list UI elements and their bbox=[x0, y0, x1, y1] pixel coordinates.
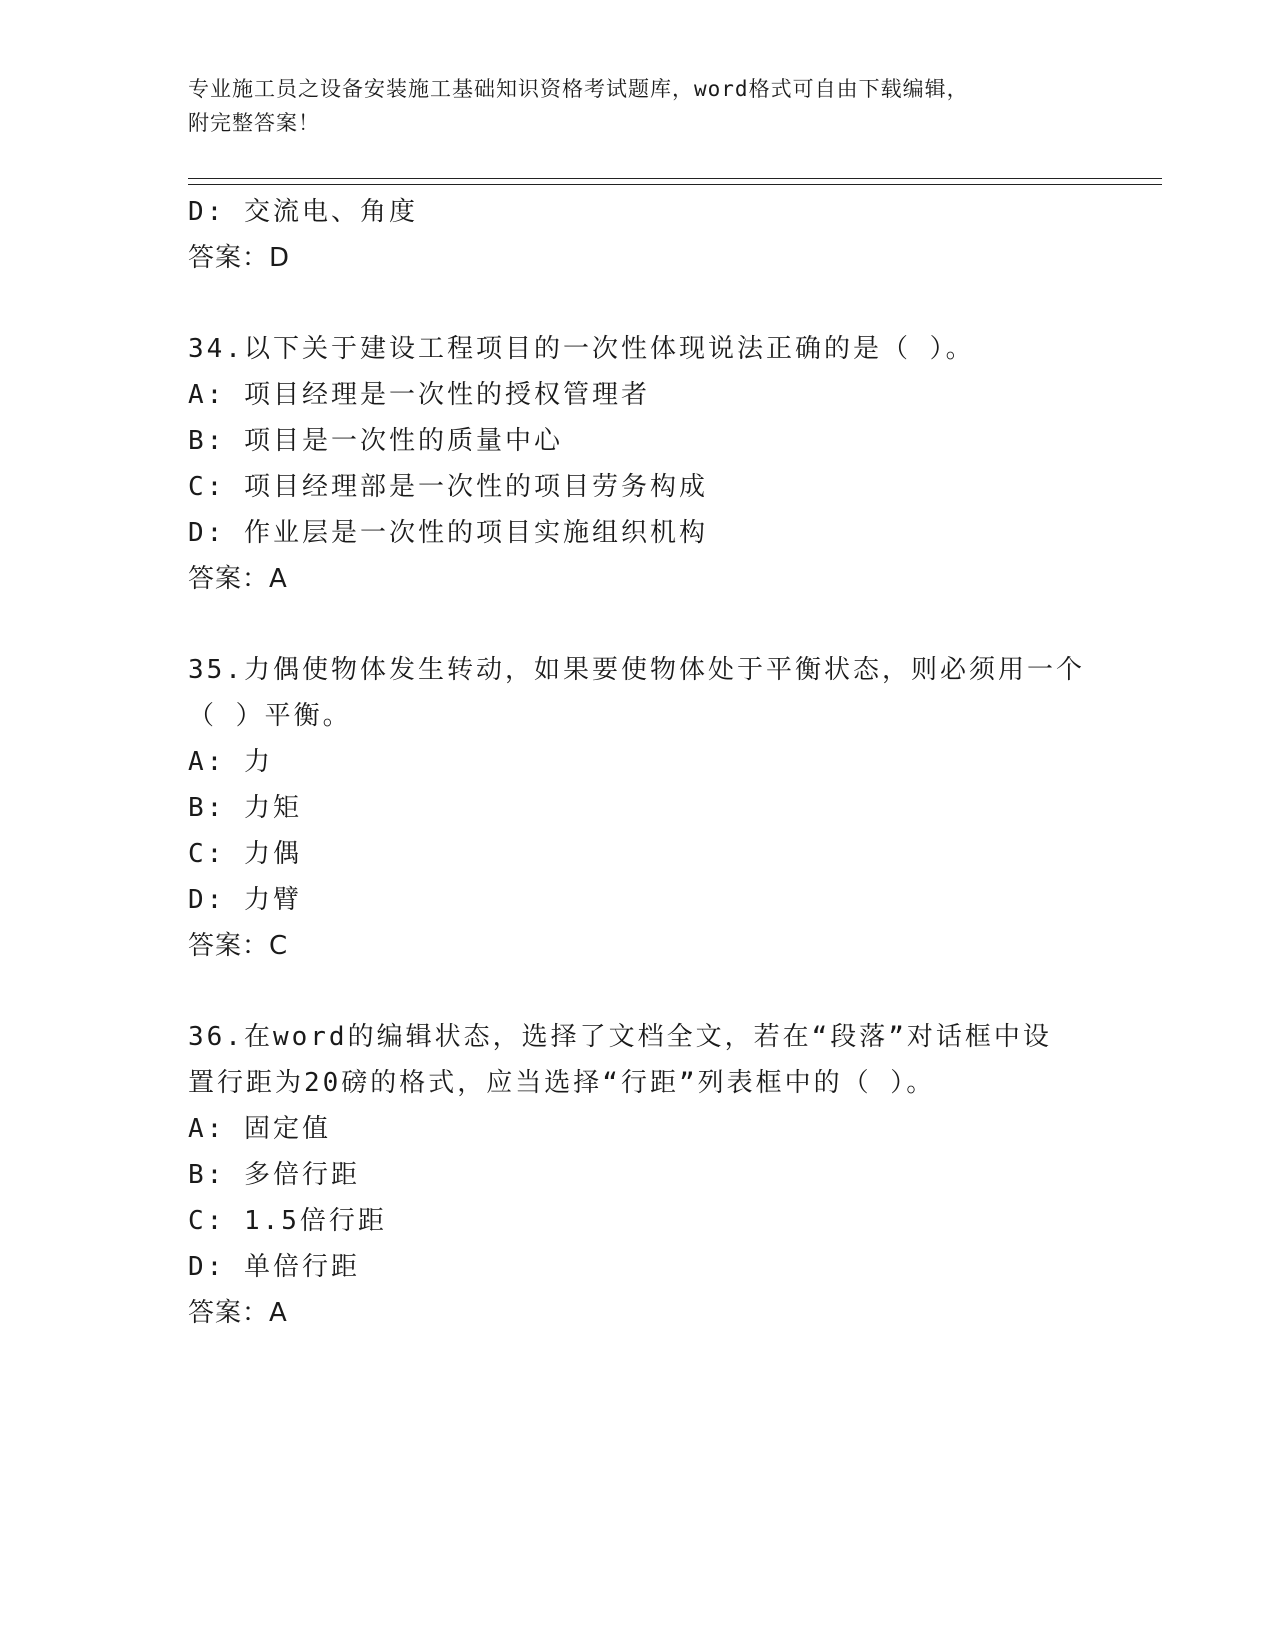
spacer bbox=[188, 969, 1088, 1014]
spacer bbox=[188, 602, 1088, 647]
answer-line: 答案：A bbox=[188, 564, 288, 594]
header-line-1: 专业施工员之设备安装施工基础知识资格考试题库，word格式可自由下载编辑， bbox=[188, 77, 969, 101]
question-stem: 35.力偶使物体发生转动，如果要使物体处于平衡状态，则必须用一个 bbox=[188, 655, 1085, 685]
option-d: D: 交流电、角度 bbox=[188, 197, 418, 227]
option-a: A: 固定值 bbox=[188, 1114, 331, 1144]
document-body bbox=[188, 189, 1088, 1336]
document-header bbox=[188, 72, 1088, 140]
answer-line: 答案：D bbox=[188, 243, 291, 273]
header-divider-bottom bbox=[188, 184, 1162, 185]
header-divider-top bbox=[188, 178, 1162, 179]
question-stem-continued: 置行距为20磅的格式，应当选择“行距”列表框中的（ ）。 bbox=[188, 1068, 936, 1098]
option-c: C: 1.5倍行距 bbox=[188, 1206, 387, 1236]
option-d: D: 单倍行距 bbox=[188, 1252, 360, 1282]
option-d: D: 作业层是一次性的项目实施组织机构 bbox=[188, 518, 708, 548]
question-stem-continued: （ ）平衡。 bbox=[188, 701, 352, 731]
question-stem: 34.以下关于建设工程项目的一次性体现说法正确的是（ ）。 bbox=[188, 334, 975, 364]
option-d: D: 力臂 bbox=[188, 885, 302, 915]
question-36 bbox=[188, 1014, 1088, 1336]
option-c: C: 项目经理部是一次性的项目劳务构成 bbox=[188, 472, 708, 502]
header-line-2: 附完整答案！ bbox=[188, 111, 320, 135]
question-35 bbox=[188, 647, 1088, 969]
answer-line: 答案：A bbox=[188, 1298, 288, 1328]
option-b: B: 多倍行距 bbox=[188, 1160, 360, 1190]
question-34 bbox=[188, 326, 1088, 602]
question-stem: 36.在word的编辑状态，选择了文档全文，若在“段落”对话框中设 bbox=[188, 1022, 1052, 1052]
spacer bbox=[188, 281, 1088, 326]
option-a: A: 力 bbox=[188, 747, 273, 777]
option-c: C: 力偶 bbox=[188, 839, 302, 869]
option-b: B: 项目是一次性的质量中心 bbox=[188, 426, 563, 456]
option-b: B: 力矩 bbox=[188, 793, 302, 823]
answer-line: 答案：C bbox=[188, 931, 289, 961]
option-a: A: 项目经理是一次性的授权管理者 bbox=[188, 380, 650, 410]
